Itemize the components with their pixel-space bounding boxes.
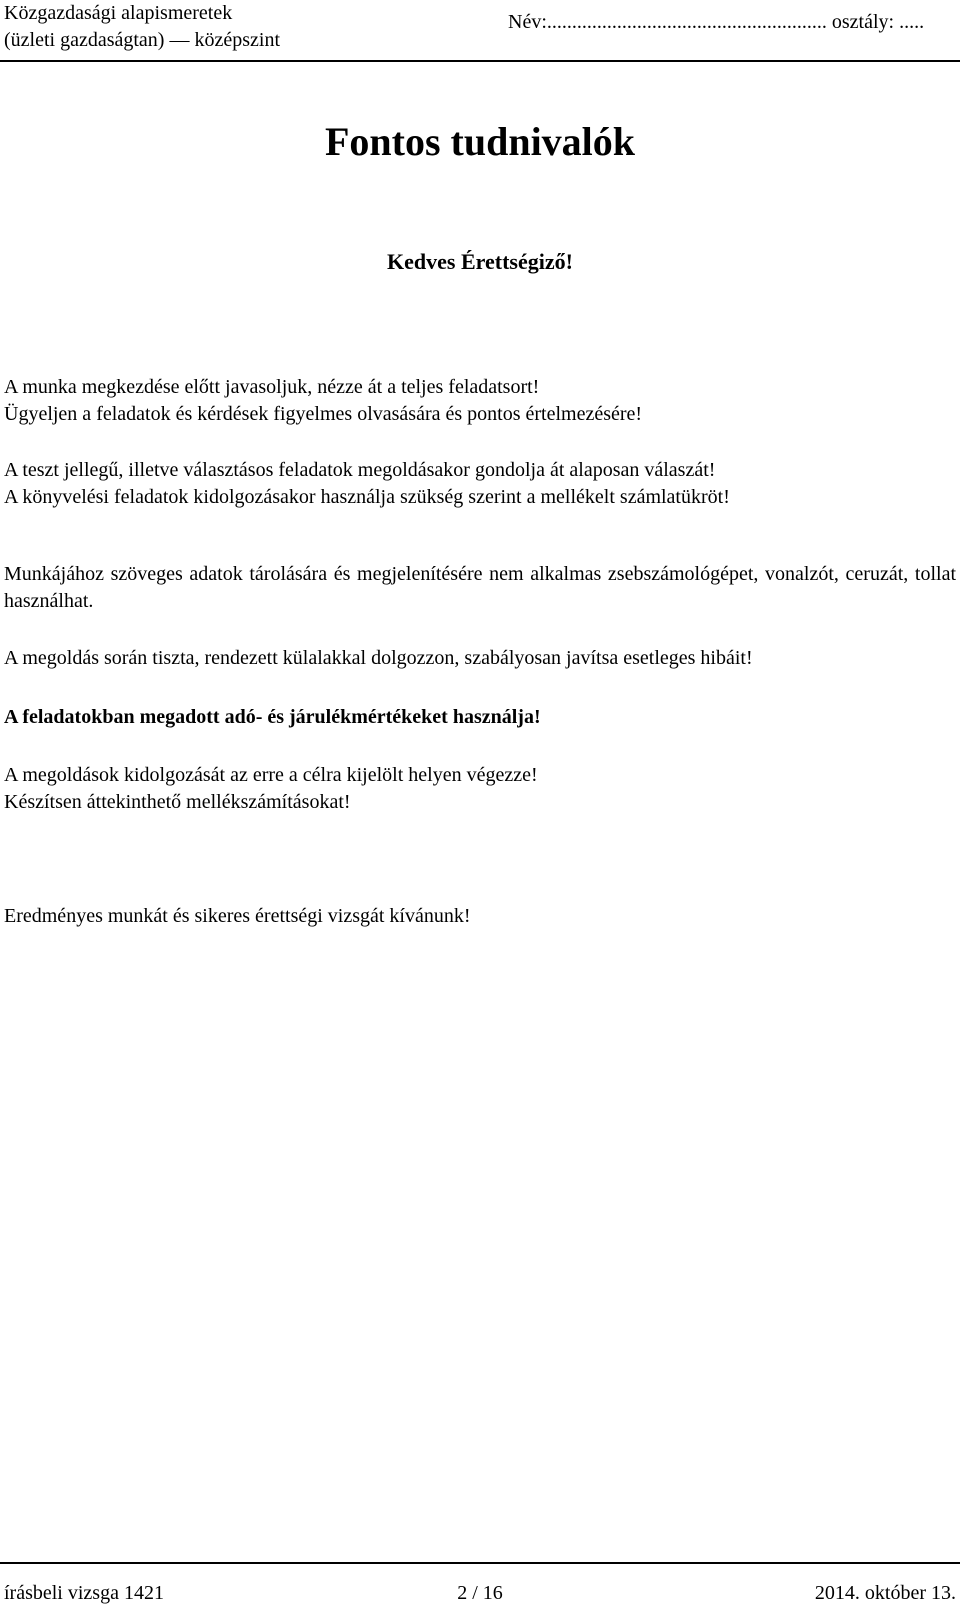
instruction-line: A megoldások kidolgozását az erre a célra kijelölt helyen végezze!: [4, 764, 538, 786]
greeting: Kedves Érettségiző!: [387, 249, 573, 274]
header-divider: [0, 60, 960, 62]
page-title: Fontos tudnivalók: [324, 119, 636, 164]
footer-page-number: 2 / 16: [457, 1582, 503, 1604]
footer-divider: [0, 1562, 960, 1564]
instruction-line: A teszt jellegű, illetve választásos feladatok megoldásakor gondolja át alaposan válaszát!: [4, 459, 716, 481]
instruction-paragraph-3: Munkájához szöveges adatok tárolására és megjelenítésére nem alkalmas zsebszámológépet, vonalzót, ceruzát, tollat használhat.: [4, 563, 956, 612]
subject-title: Közgazdasági alapismeretek: [4, 2, 233, 24]
instruction-paragraph-4: A megoldás során tiszta, rendezett külalakkal dolgozzon, szabályosan javítsa esetleges hibáit!: [4, 647, 753, 669]
name-class-field: Név:........................................................ osztály: .....: [508, 11, 925, 33]
footer-date: 2014. október 13.: [814, 1582, 956, 1604]
instruction-line: A munka megkezdése előtt javasoljuk, nézze át a teljes feladatsort!: [4, 376, 540, 398]
instruction-line: A könyvelési feladatok kidolgozásakor használja szükség szerint a mellékelt számlatükröt!: [4, 486, 730, 508]
instruction-line: Ügyeljen a feladatok és kérdések figyelmes olvasására és pontos értelmezésére!: [4, 403, 643, 425]
instruction-line: Készítsen áttekinthető mellékszámításokat!: [4, 791, 351, 813]
page-header-subject: [4, 0, 280, 54]
instruction-paragraph-6: [4, 762, 956, 816]
footer-exam-id: írásbeli vizsga 1421: [4, 1582, 164, 1604]
instruction-paragraph-5: A feladatokban megadott adó- és járulékmértékeket használja!: [4, 706, 541, 728]
closing-wish: Eredményes munkát és sikeres érettségi vizsgát kívánunk!: [4, 905, 471, 927]
instruction-paragraph-1: [4, 374, 956, 428]
instruction-paragraph-2: [4, 457, 956, 511]
subject-level: (üzleti gazdaságtan) — középszint: [4, 29, 280, 51]
